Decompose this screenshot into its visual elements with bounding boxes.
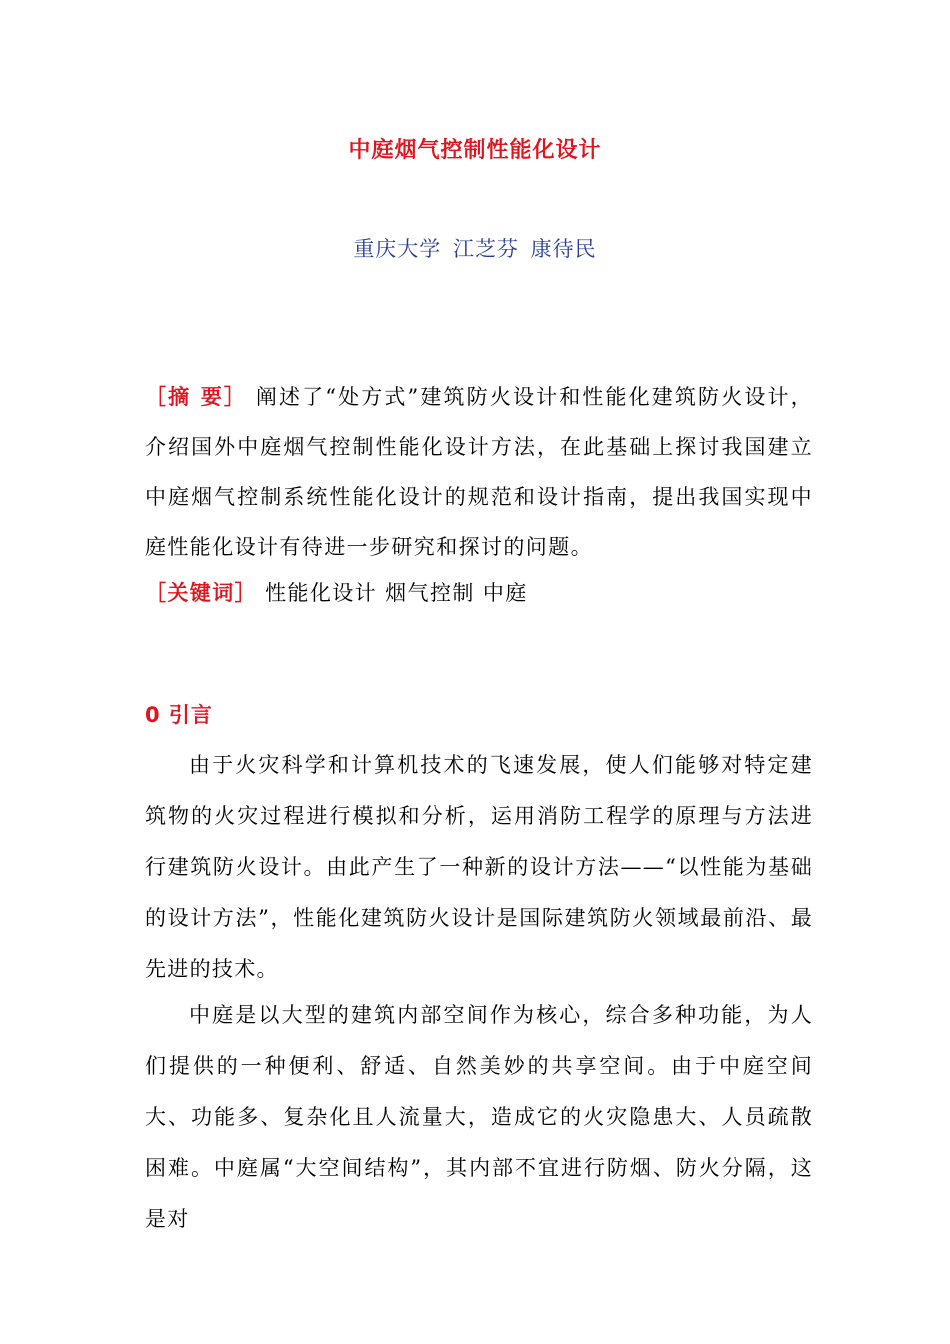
document-title: 中庭烟气控制性能化设计 bbox=[348, 138, 602, 163]
keywords-text: 性能化设计 烟气控制 中庭 bbox=[257, 581, 528, 605]
document-authors: 重庆大学 江芝芬 康待民 bbox=[353, 237, 597, 261]
keywords-block bbox=[145, 568, 813, 618]
abstract-block bbox=[145, 372, 813, 572]
intro-paragraph-1: 由于火灾科学和计算机技术的飞速发展，使人们能够对特定建筑物的火灾过程进行模拟和分析，运用消防工程学的原理与方法进行建筑防火设计。由此产生了一种新的设计方法——“以性能为基础的设计方法”，性能化建筑防火设计是国际建筑防火领域最前沿、最先进的技术。 bbox=[145, 753, 813, 981]
intro-paragraph-2: 中庭是以大型的建筑内部空间作为核心，综合多种功能，为人们提供的一种便利、舒适、自然美妙的共享空间。由于中庭空间大、功能多、复杂化且人流量大，造成它的火灾隐患大、人员疏散困难。中庭属“大空间结构”，其内部不宜进行防烟、防火分隔，这是对 bbox=[145, 1003, 813, 1231]
keywords-label: ［关键词］ bbox=[145, 581, 257, 605]
section-heading-introduction: 0 引言 bbox=[145, 703, 213, 727]
abstract-text: 阐述了“处方式”建筑防火设计和性能化建筑防火设计，介绍国外中庭烟气控制性能化设计方法，在此基础上探讨我国建立中庭烟气控制系统性能化设计的规范和设计指南，提出我国实现中庭性能化设计有待进一步研究和探讨的问题。 bbox=[145, 385, 814, 559]
abstract-label: ［摘 要］ bbox=[145, 385, 248, 409]
